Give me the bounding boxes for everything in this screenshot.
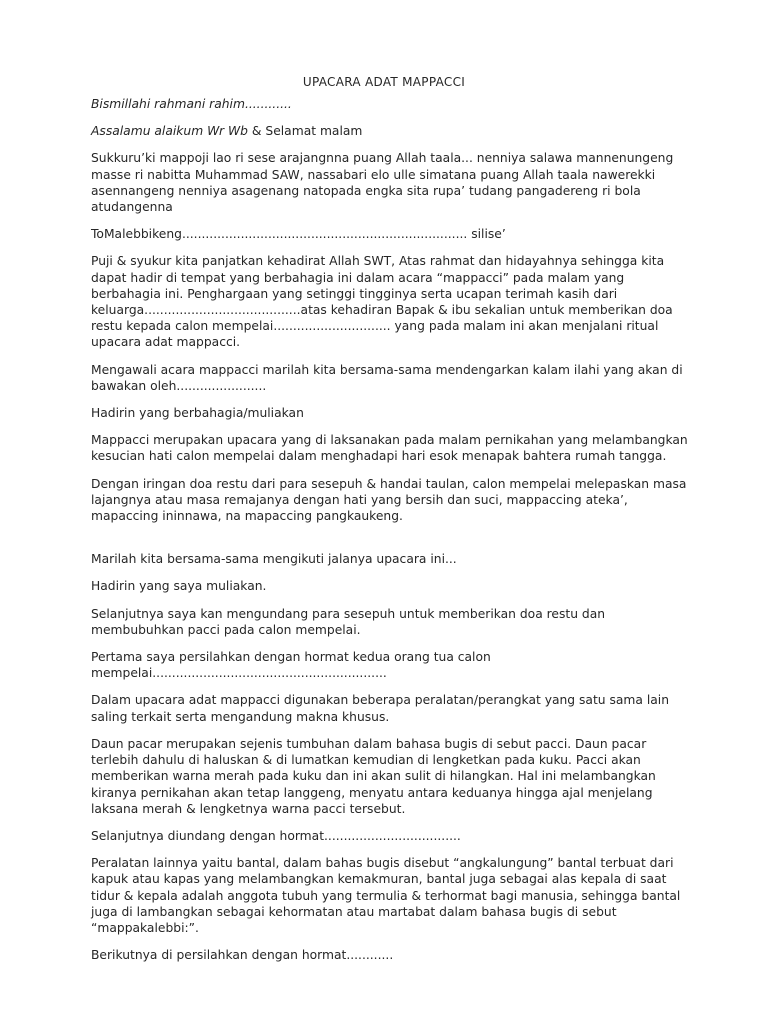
paragraph-line: mapaccing ininnawa, na mapaccing pangkaukeng. — [91, 509, 403, 524]
paragraph-line: kesucian hati calon mempelai dalam menghadapi hari esok menapak bahtera rumah tangga. — [91, 449, 667, 464]
paragraph — [91, 578, 691, 594]
paragraph-line: Berikutnya di persilahkan dengan hormat............ — [91, 948, 394, 963]
paragraph-line: membubuhkan pacci pada calon mempelai. — [91, 622, 361, 637]
paragraph — [91, 551, 691, 567]
paragraph-line: upacara adat mappacci. — [91, 335, 241, 350]
paragraph — [91, 226, 691, 242]
paragraph-line: dapat hadir di tempat yang berbahagia ini dalam acara “mappacci” pada malam yang — [91, 270, 625, 285]
paragraph-line: Dalam upacara adat mappacci digunakan beberapa peralatan/perangkat yang satu sama lain — [91, 693, 670, 708]
paragraph-line: Mengawali acara mappacci marilah kita bersama-sama mendengarkan kalam ilahi yang akan di — [91, 362, 683, 377]
paragraph — [91, 947, 691, 963]
paragraph-line: Peralatan lainnya yaitu bantal, dalam bahas bugis disebut “angkalungung” bantal terbuat dari — [91, 856, 674, 871]
paragraph-line: Mappacci merupakan upacara yang di laksanakan pada malam pernikahan yang melambangkan — [91, 433, 688, 448]
paragraph — [91, 649, 691, 681]
paragraph — [91, 606, 691, 638]
paragraph-line: keluarga........................................atas kehadiran Bapak & ibu sekalian untuk memberikan doa — [91, 303, 673, 318]
paragraph-line: asennangeng nenniya asagenang natopada engka sita rupa’ tudang pangadereng ri bola — [91, 183, 641, 198]
paragraph — [91, 692, 691, 724]
paragraph — [91, 432, 691, 464]
paragraph-text: Assalamu alaikum Wr Wb — [91, 124, 248, 139]
paragraph-line: memberikan warna merah pada kuku dan ini akan sulit di hilangkan. Hal ini melambangkan — [91, 769, 656, 784]
paragraph-line: Pertama saya persilahkan dengan hormat kedua orang tua calon — [91, 650, 491, 665]
paragraph — [91, 253, 691, 350]
paragraph-line: Sukkuru’ki mappoji lao ri sese arajangnna puang Allah taala... nenniya salawa mannenungeng — [91, 151, 674, 166]
paragraph-line: terlebih dahulu di haluskan & di lumatkan kemudian di lengketkan pada kuku. Pacci akan — [91, 753, 641, 768]
paragraph-line: atudangenna — [91, 200, 173, 215]
paragraph-line: restu kepada calon mempelai.............................. yang pada malam ini akan menjalani ritual — [91, 319, 659, 334]
paragraph-line: Hadirin yang berbahagia/muliakan — [91, 406, 304, 421]
paragraph — [91, 405, 691, 421]
paragraph-line: ToMalebbikeng......................................................................... silise’ — [91, 227, 506, 242]
paragraph-line: berbahagia ini. Penghargaan yang setinggi tingginya serta ucapan terimah kasih dari — [91, 286, 618, 301]
paragraph-line: Marilah kita bersama-sama mengikuti jalanya upacara ini... — [91, 552, 457, 567]
document-title: UPACARA ADAT MAPPACCI — [302, 75, 466, 89]
paragraph-line: kapuk atau kapas yang melambangkan kemakmuran, bantal juga sebagai alas kepala di saat — [91, 872, 667, 887]
paragraph — [91, 476, 691, 525]
paragraph-line: tidur & kepala adalah anggota tubuh yang termulia & terhormat bagi manusia, sehingga bantal — [91, 888, 681, 903]
paragraph-line: kiranya pernikahan akan tetap langgeng, menyatu antara keduanya hingga ajal menjelang — [91, 785, 653, 800]
paragraph — [91, 123, 691, 139]
paragraph-line: Selanjutnya diundang dengan hormat................................... — [91, 828, 461, 843]
paragraph-line: Dengan iringan doa restu dari para sesepuh & handai taulan, calon mempelai melepaskan masa — [91, 476, 687, 491]
paragraph — [91, 736, 691, 817]
paragraph-line: Puji & syukur kita panjatkan kehadirat Allah SWT, Atas rahmat dan hidayahnya sehingga kita — [91, 254, 665, 269]
paragraph-line: juga di lambangkan sebagai kehormatan atau martabat dalam bahasa bugis di sebut — [91, 904, 617, 919]
paragraph-line: Hadirin yang saya muliakan. — [91, 579, 267, 594]
paragraph-text: & Selamat malam — [247, 124, 363, 139]
paragraph — [91, 828, 691, 844]
paragraph-line: Bismillahi rahmani rahim............ — [91, 97, 292, 111]
paragraph-line: “mappakalebbi:”. — [91, 920, 199, 935]
paragraph-line: laksana merah & lengketnya warna pacci tersebut. — [91, 801, 406, 816]
paragraph — [91, 96, 691, 112]
paragraph-line: saling terkait serta mengandung makna khusus. — [91, 709, 390, 724]
paragraph-line: bawakan oleh....................... — [91, 378, 267, 393]
paragraph-line: mempelai............................................................ — [91, 666, 387, 681]
paragraph-line: Selanjutnya saya kan mengundang para sesepuh untuk memberikan doa restu dan — [91, 606, 606, 621]
paragraph — [91, 855, 691, 936]
document-body — [91, 96, 691, 974]
paragraph-line: masse ri nabitta Muhammad SAW, nassabari elo ulle simatana puang Allah taala nawerekki — [91, 167, 656, 182]
paragraph-line: lajangnya atau masa remajanya dengan hati yang bersih dan suci, mappaccing ateka’, — [91, 492, 628, 507]
section-gap — [91, 535, 691, 551]
paragraph — [91, 150, 691, 215]
paragraph — [91, 362, 691, 394]
paragraph-line: Daun pacar merupakan sejenis tumbuhan dalam bahasa bugis di sebut pacci. Daun pacar — [91, 736, 647, 751]
